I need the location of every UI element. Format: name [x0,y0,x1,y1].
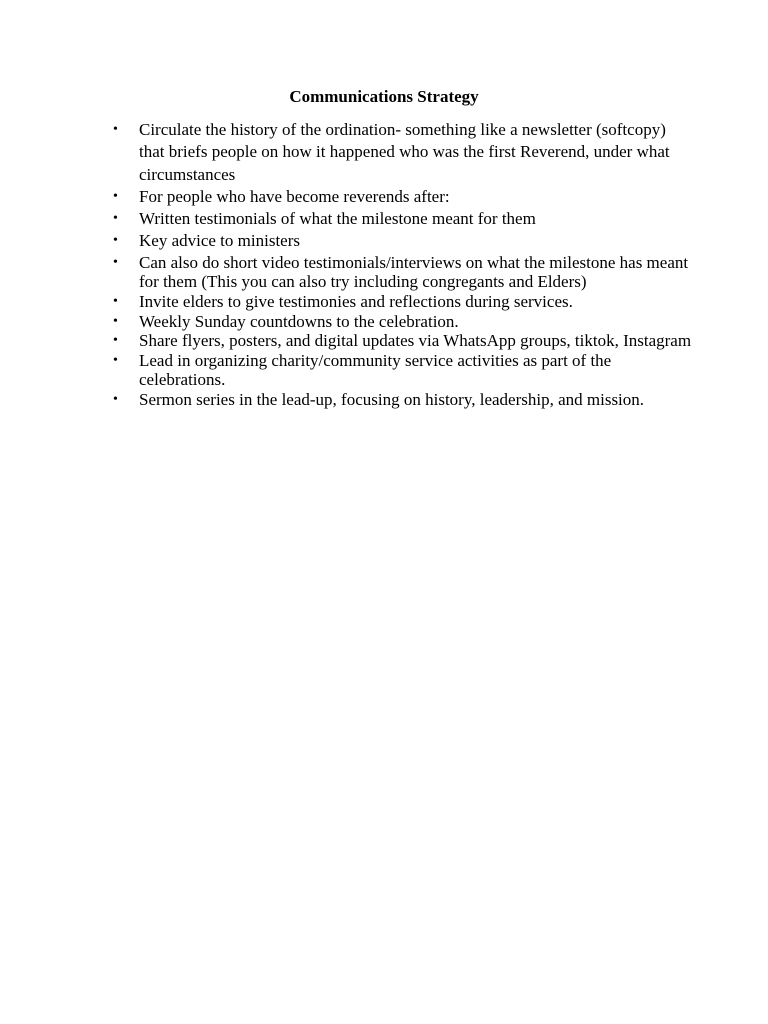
list-item [113,292,693,312]
list-item-text: Invite elders to give testimonies and reflections during services. [139,291,573,311]
bullet-list [113,119,693,410]
bullet-icon: • [113,293,118,309]
list-item-text: Lead in organizing charity/community service activities as part of the celebrations. [139,350,612,390]
bullet-icon: • [113,352,118,368]
bullet-icon: • [113,188,118,204]
list-item-text: Key advice to ministers [139,231,300,251]
list-item [113,312,693,332]
list-item [113,230,693,252]
list-item-text: Written testimonials of what the milestone meant for them [139,209,536,229]
list-item [113,390,693,410]
list-item-text: Share flyers, posters, and digital updates via WhatsApp groups, tiktok, Instagram [139,331,692,351]
bullet-icon: • [113,391,118,407]
list-item [113,351,693,390]
list-item-text: Can also do short video testimonials/interviews on what the milestone has meant for them (This you can also try including congregants and Elders) [139,252,689,292]
bullet-icon: • [113,233,118,249]
bullet-icon: • [113,313,118,329]
list-item-text: For people who have become reverends after: [139,186,450,206]
list-item [113,253,693,292]
bullet-icon: • [113,254,118,270]
bullet-icon: • [113,211,118,227]
list-item-text: Circulate the history of the ordination- something like a newsletter (softcopy) that briefs people on how it happened who was the first Reverend, under what circumstances [139,120,670,184]
list-item-text: Weekly Sunday countdowns to the celebration. [139,311,459,331]
list-item-text: Sermon series in the lead-up, focusing on history, leadership, and mission. [139,389,645,409]
list-item [113,186,693,208]
list-item [113,119,693,186]
document-title: Communications Strategy [289,87,479,106]
bullet-icon: • [113,122,118,137]
list-item [113,331,693,351]
list-item [113,208,693,230]
bullet-icon: • [113,333,118,349]
